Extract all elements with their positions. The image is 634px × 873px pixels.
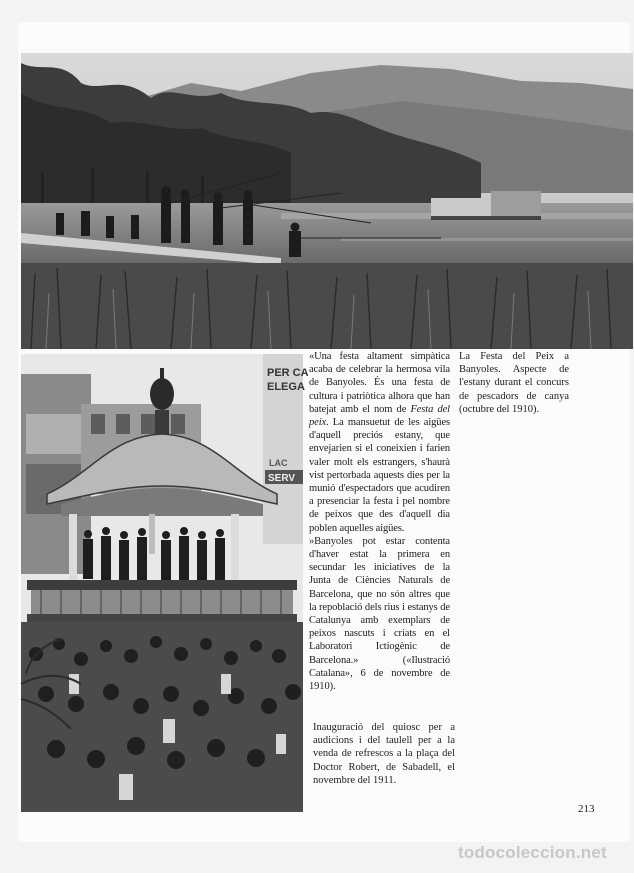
kiosk-photo-caption: Inauguració del quiosc per a audicions i del taulell per a la venda de refrescos a la plaça del Doctor Robert, de Sabadell, el novembre del 1911.: [313, 722, 455, 786]
festa-del-peix-emphasis: Festa del peix: [309, 403, 450, 429]
page-number: 213: [578, 803, 595, 815]
watermark-logo: todocoleccion.net: [458, 843, 607, 862]
article-paragraph-2: »Banyoles pot estar contenta d'haver estat la primera en secundar les iniciatives de la Junta de Ciències Naturals de Barcelona, que no són altres que la repoblació dels rius i estanys de Catalunya amb exemplars de peixos nascuts i criats en el Laboratori Ictiogènic de Barcelona.» («Ilustració Catalana», 6 de novembre de 1910).: [309, 535, 450, 693]
kiosk-sign-line-4: SERV: [268, 473, 296, 484]
top-photo-caption: La Festa del Peix a Banyoles. Aspecte de l'estany durant el concurs de pescadors de canya (octubre del 1910).: [459, 351, 569, 415]
kiosk-sign-line-2: ELEGA: [267, 381, 305, 393]
paragraph-1-rest: . La mansuetut de les aigües d'aquell preciós estany, que envejarien si el coneixien i farien valer molt els estrangers, s'haurà vist pertorbada aquests dies per la munió d'espectadors que acudiren a presenciar la festa i pel nombre de peixos que des d'aquell dia poblen aquelles aigües.: [309, 417, 450, 534]
kiosk-sign-line-3: LAC: [269, 458, 288, 468]
paragraph-1-lead: «Una festa altament simpàtica acaba de celebrar la hermosa vila de Banyoles. És una festa de cultura i patriòtica alhora que han batejat amb el nom de: [309, 351, 450, 415]
kiosk-inauguration-photo: [21, 354, 309, 812]
kiosk-sign-line-1: PER CA: [267, 367, 309, 379]
lake-fishing-photo: [21, 53, 633, 349]
article-paragraph-1: [309, 350, 450, 535]
article-body: [309, 350, 450, 693]
